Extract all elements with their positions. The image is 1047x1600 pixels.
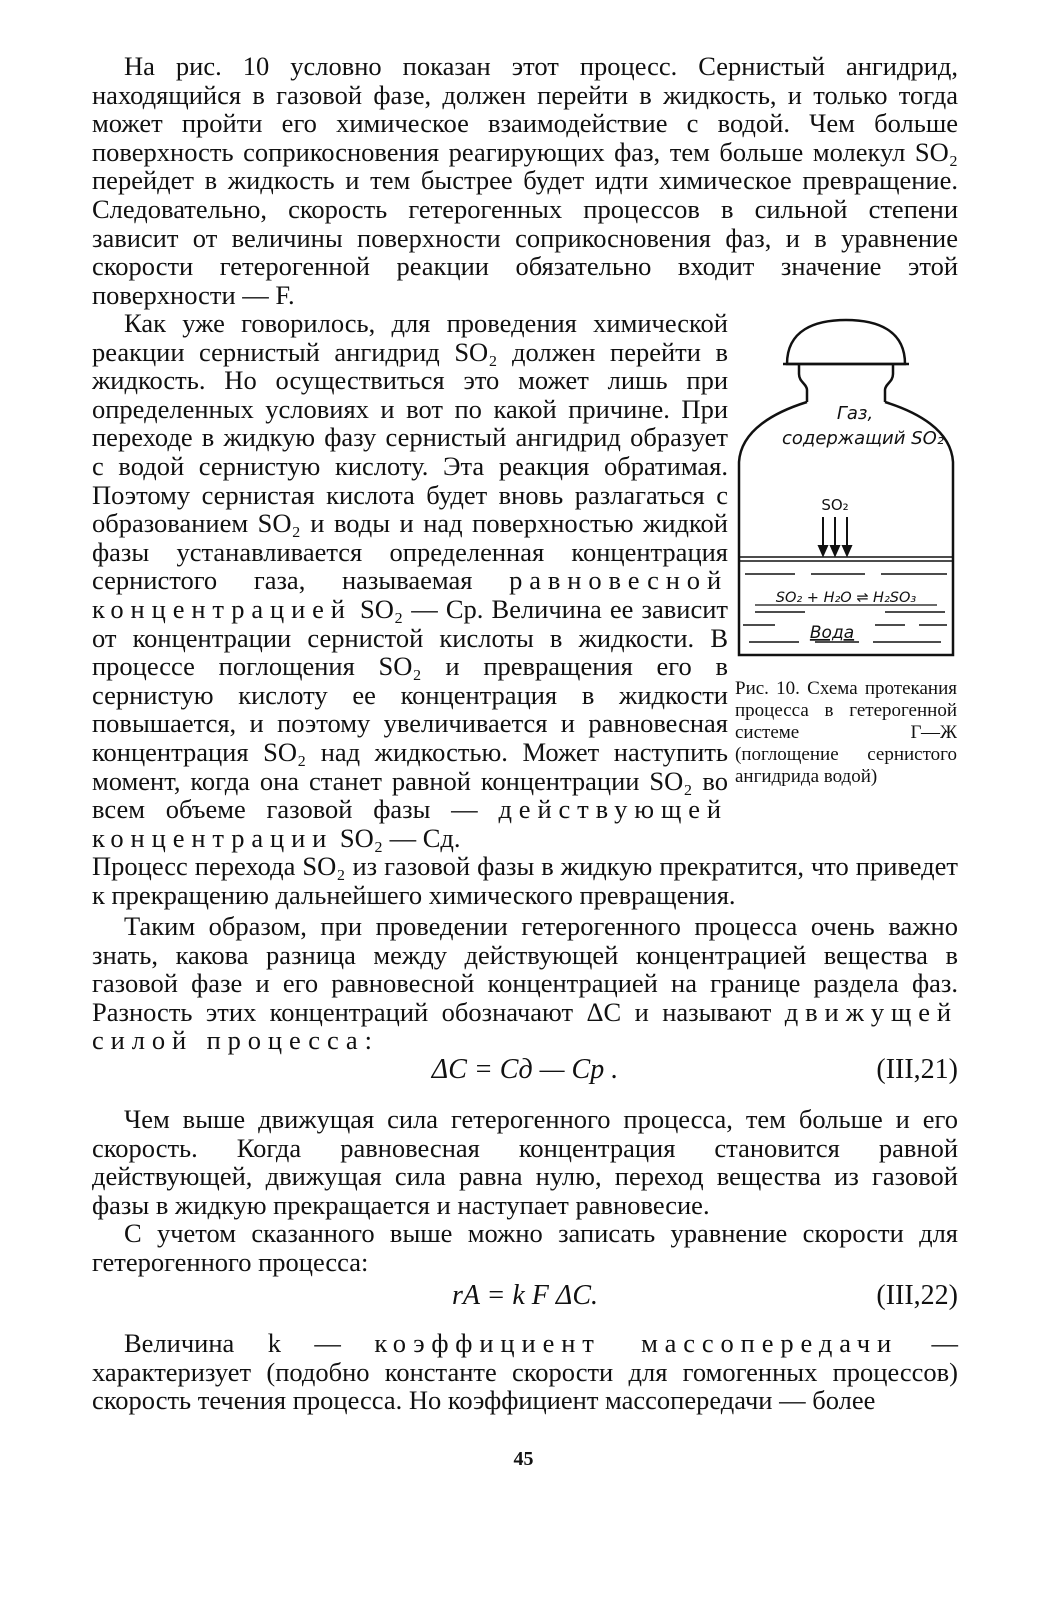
figure-reaction-label: SO₂ + H₂O ⇌ H₂SO₃: [775, 590, 917, 606]
page-number: 45: [513, 1448, 534, 1470]
formula-iii-22-number: (III,22): [876, 1280, 958, 1311]
paragraph-2-text-e: SO₂ — Cд.: [339, 822, 461, 853]
paragraph-5: Чем выше движущая сила гетерогенного процесса, тем больше и его скорость. Когда равновесная концентрация становится равной действующей, движущая сила равна нулю, переход вещества из газовой фазы в жидкую прекращается и наступает равновесие.: [92, 1104, 958, 1220]
formula-iii-22-expression: rA = k F ΔC.: [451, 1280, 599, 1311]
paragraph-2: [92, 309, 728, 852]
figure-water-label: Вода: [809, 623, 855, 643]
paragraph-7: [92, 1329, 958, 1415]
figure-10-diagram: [735, 312, 957, 667]
paragraph-1: На рис. 10 условно показан этот процесс. Сернистый ангидрид, находящийся в газовой фазе, должен перейти в жидкость, и только тогда может пройти его химическое взаимодействие с водой. Чем больше поверхность соприкосновения реагирующих фаз, тем больше молекул SO₂ перейдет в жидкость и тем быстрее будет идти химическое превращение. Следовательно, скорость гетерогенных процессов в сильной степени зависит от величины поверхности соприкосновения фаз, и в уравнение скорости гетерогенной реакции обязательно входит значение этой поверхности — F.: [92, 51, 958, 310]
figure-gas-label-2: содержащий SO₂: [782, 428, 944, 449]
bottle-neck: [799, 364, 807, 402]
formula-iii-22: [92, 1276, 958, 1316]
paragraph-7-text-a: Величина k —: [124, 1328, 341, 1358]
diffusion-arrows: [819, 517, 851, 555]
paragraph-6: С учетом сказанного выше можно записать уравнение скорости для гетерогенного процесса:: [92, 1218, 958, 1277]
figure-gas-label-1: Газ,: [836, 403, 874, 424]
formula-iii-21: [92, 1050, 958, 1090]
figure-arrow-label: SO₂: [821, 496, 849, 514]
paragraph-4-text-a: Таким образом, при проведении гетерогенного процесса очень важно знать, какова разница между действующей концентрацией вещества в газовой фазе и его равновесной концентрацией на границе раздела фаз. Разность этих концентраций обозначают ΔC и называют: [92, 911, 958, 1027]
bottle-stopper: [787, 320, 905, 364]
paragraph-4-text-c: :: [364, 1025, 372, 1056]
paragraph-2-text-c: SO₂ — Cр. Величина ее зависит от концентрации сернистой кислоты в жидкости. В процессе поглощения SO₂ и превращения его в сернистую кислоту ее концентрация в жидкости повышается, и поэтому увеличивается и равновесная концентрация SO₂ над жидкостью. Может наступить момент, когда она станет равной концентрации SO₂ во всем объеме газовой фазы —: [92, 593, 729, 825]
paragraph-2-text-a: Как уже говорилось, для проведения химической реакции сернистый ангидрид SO₂ должен перейти в жидкость. Но осуществиться это может лишь при определенных условиях и вот по какой причине. При переходе в жидкую фазу сернистый ангидрид образует с водой сернистую кислоту. Эта реакция обратимая. Поэтому сернистая кислота будет вновь разлагаться с образованием SO₂ и воды и над поверхностью жидкой фазы устанавливается определенная концентрация сернистого газа, называемая: [92, 308, 728, 596]
formula-iii-21-number: (III,21): [876, 1054, 958, 1085]
paragraph-7-text-c: — характеризует (подобно константе скорости для гомогенных процессов) скорость течения процесса. Но коэффициент массопередачи — более: [92, 1328, 959, 1416]
term-driving-force: движущей силой процесса: [92, 996, 958, 1056]
paragraph-3: Процесс перехода SO₂ из газовой фазы в жидкую прекратится, что приведет к прекращению дальнейшего химического превращения.: [92, 851, 958, 910]
paragraph-4: [92, 912, 958, 1055]
term-equilibrium-concentration: равновесной концентрацией: [92, 565, 729, 624]
term-acting-concentration: действующей концентрации: [92, 794, 728, 853]
formula-iii-21-expression: ΔC = Cд — Cр .: [431, 1054, 619, 1085]
term-mass-transfer-coefficient: коэффициент массопередачи: [374, 1328, 899, 1358]
figure-10-caption: Рис. 10. Схема протекания процесса в гетерогенной системе Г—Ж (поглощение сернистого ангидрида водой): [735, 678, 957, 787]
